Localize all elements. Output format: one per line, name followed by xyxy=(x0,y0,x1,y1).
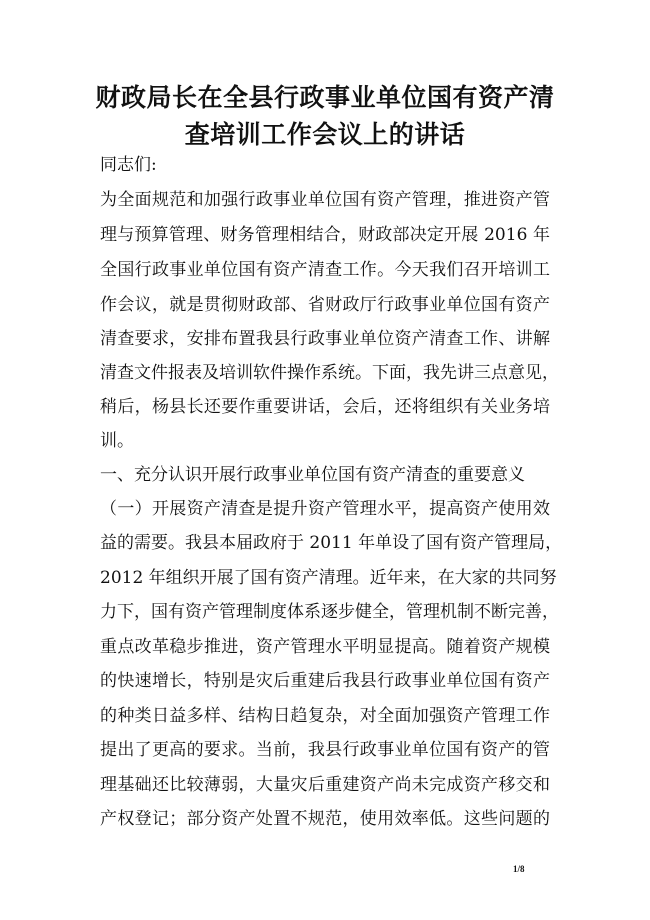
paragraph-line: 的快速增长，特别是灾后重建后我县行政事业单位国有资产 xyxy=(100,671,550,691)
paragraph-line: 提出了更高的要求。当前，我县行政事业单位国有资产的管 xyxy=(100,740,550,760)
paragraph-line: 2012 年组织开展了国有资产清理。近年来，在大家的共同努 xyxy=(100,568,557,588)
paragraph-line: 理基础还比较薄弱，大量灾后重建资产尚未完成资产移交和 xyxy=(100,775,550,795)
paragraph-line: 为全面规范和加强行政事业单位国有资产管理，推进资产管 xyxy=(100,190,550,210)
page-number: 1/8 xyxy=(513,864,525,874)
paragraph-line: （一）开展资产清查是提升资产管理水平，提高资产使用效 xyxy=(100,499,550,519)
paragraph-line: 作会议，就是贯彻财政部、省财政厅行政事业单位国有资产 xyxy=(100,295,550,315)
paragraph-line: 产权登记；部分资产处置不规范，使用效率低。这些问题的 xyxy=(100,809,550,829)
paragraph-line: 重点改革稳步推进，资产管理水平明显提高。随着资产规模 xyxy=(100,637,550,657)
paragraph-line: 益的需要。我县本届政府于 2011 年单设了国有资产管理局， xyxy=(100,533,563,553)
paragraph-line: 清查文件报表及培训软件操作系统。下面，我先讲三点意见， xyxy=(100,363,559,383)
paragraph-line: 的种类日益多样、结构日趋复杂，对全面加强资产管理工作 xyxy=(100,706,550,726)
paragraph-line: 清查要求，安排布置我县行政事业单位资产清查工作、讲解 xyxy=(100,329,550,349)
salutation: 同志们: xyxy=(100,155,157,175)
section-heading: 一、充分认识开展行政事业单位国有资产清查的重要意义 xyxy=(100,465,525,485)
paragraph-line: 理与预算管理、财务管理相结合，财政部决定开展 2016 年 xyxy=(100,225,550,245)
paragraph-line: 力下，国有资产管理制度体系逐步健全，管理机制不断完善， xyxy=(100,602,559,622)
paragraph-line: 全国行政事业单位国有资产清查工作。今天我们召开培训工 xyxy=(100,260,550,280)
document-title-line-2: 查培训工作会议上的讲话 xyxy=(184,120,466,149)
document-title-line-1: 财政局长在全县行政事业单位国有资产清 xyxy=(95,83,555,112)
paragraph-line: 训。 xyxy=(100,431,134,451)
paragraph-line: 稍后，杨县长还要作重要讲话，会后，还将组织有关业务培 xyxy=(100,397,550,417)
